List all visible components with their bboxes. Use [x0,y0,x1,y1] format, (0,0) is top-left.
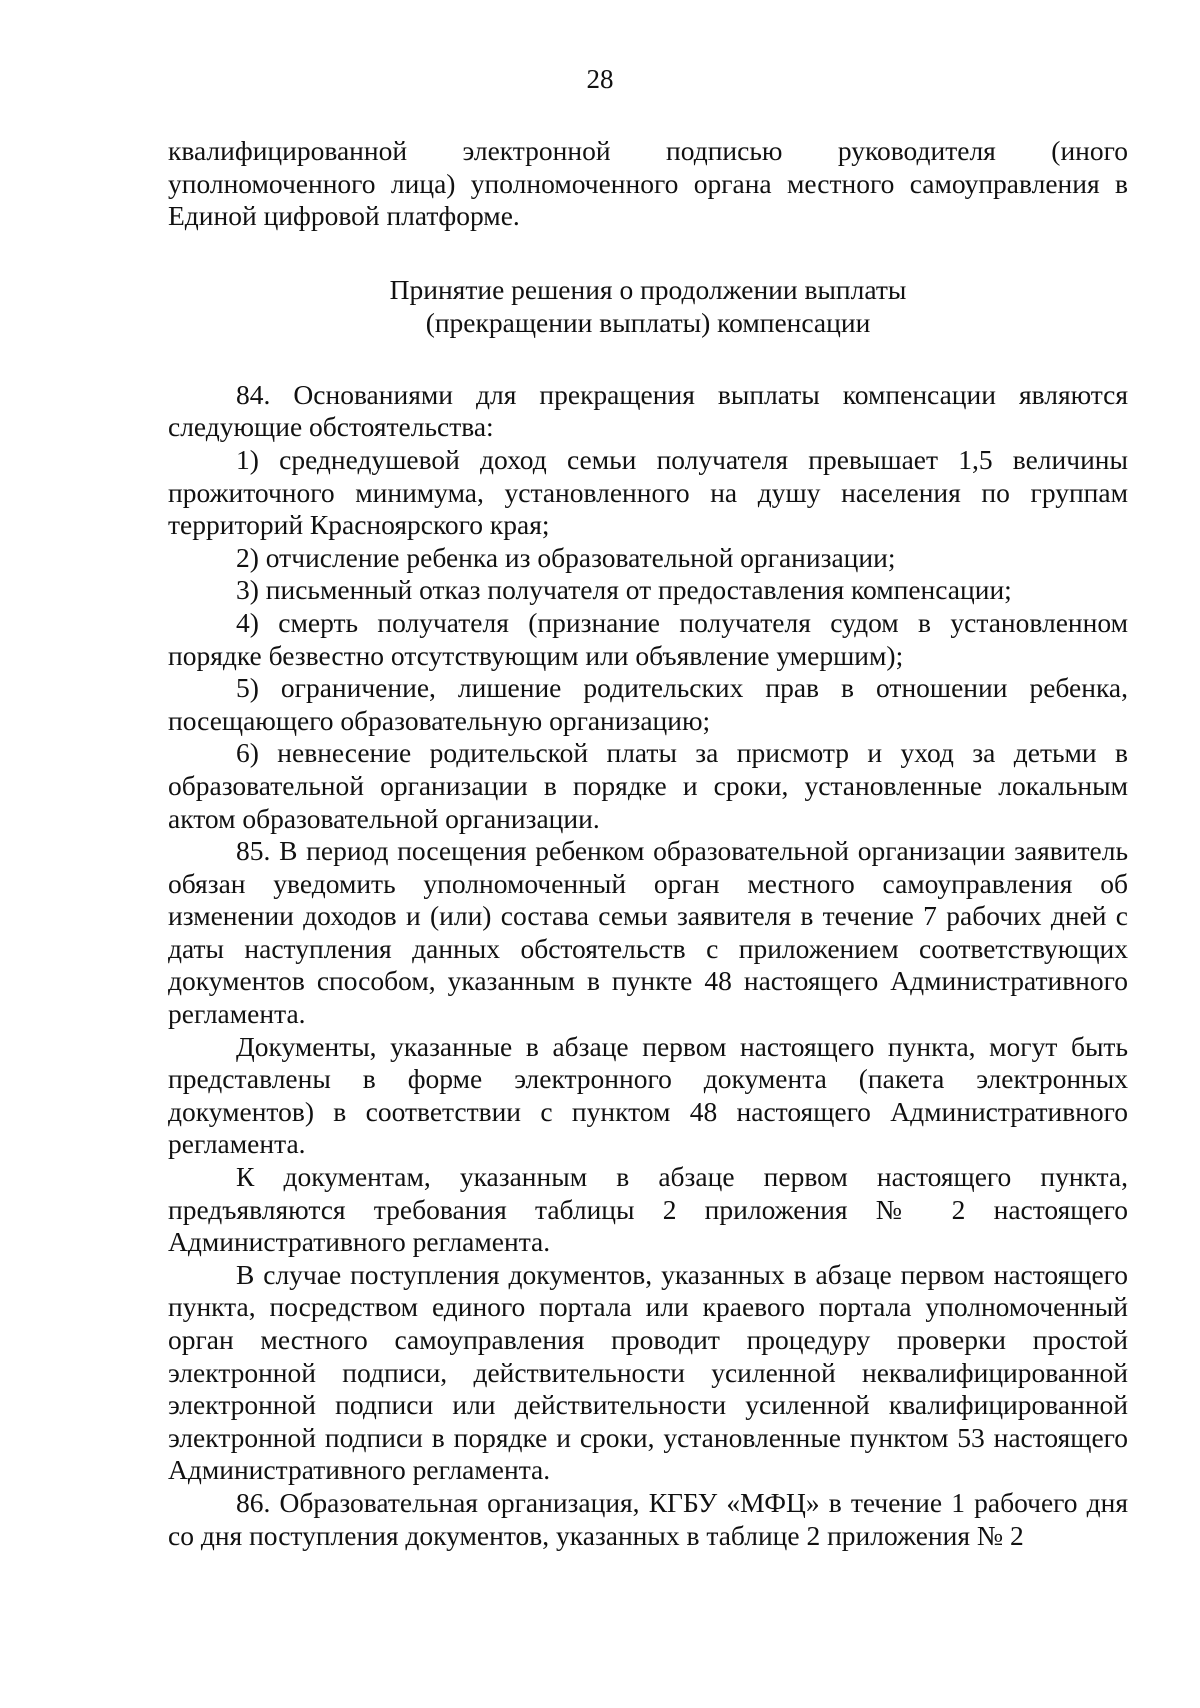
list-item-6: 6) невнесение родительской платы за присмотр и уход за детьми в образовательной организации в порядке и сроки, установленные локальным актом образовательной организации. [168,737,1128,834]
section-heading-line-2: (прекращении выплаты) компенсации [425,306,871,338]
list-item-2: 2) отчисление ребенка из образовательной организации; [236,541,896,573]
document-body [168,135,1128,1552]
paragraph-85-documents: Документы, указанные в абзаце первом настоящего пункта, могут быть представлены в форме электронного документа (пакета электронных документов) в соответствии с пунктом 48 настоящего Административного регламента. [168,1030,1128,1160]
paragraph-85-requirements: К документам, указанным в абзаце первом настоящего пункта, предъявляются требования таблицы 2 приложения № 2 настоящего Административного регламента. [168,1161,1128,1258]
intro-paragraph: квалифицированной электронной подписью руководителя (иного уполномоченного лица) уполномоченного органа местного самоуправления в Единой цифровой платформе. [168,135,1128,232]
section-heading-line-1: Принятие решения о продолжении выплаты [389,273,907,305]
list-item-4: 4) смерть получателя (признание получателя судом в установленном порядке безвестно отсутствующим или объявление умершим); [168,606,1128,671]
paragraph-85-signature-check: В случае поступления документов, указанных в абзаце первом настоящего пункта, посредством единого портала или краевого портала уполномоченный орган местного самоуправления проводит процедуру проверки простой электронной подписи, действительности усиленной неквалифицированной электронной подписи или действительности усиленной квалифицированной электронной подписи в порядке и сроки, установленные пунктом 53 настоящего Административного регламента. [168,1258,1128,1486]
paragraph-85: 85. В период посещения ребенком образовательной организации заявитель обязан уведомить уполномоченный орган местного самоуправления об изменении доходов и (или) состава семьи заявителя в течение 7 рабочих дней с даты наступления данных обстоятельств с приложением соответствующих документов способом, указанным в пункте 48 настоящего Административного регламента. [168,835,1128,1030]
section-heading [168,273,1128,339]
page-number: 28 [586,64,614,94]
list-item-1: 1) среднедушевой доход семьи получателя превышает 1,5 величины прожиточного минимума, установленного на душу населения по группам территорий Красноярского края; [168,443,1128,541]
list-item-5: 5) ограничение, лишение родительских прав в отношении ребенка, посещающего образовательную организацию; [168,672,1128,736]
paragraph-86: 86. Образовательная организация, КГБУ «МФЦ» в течение 1 рабочего дня со дня поступления документов, указанных в таблице 2 приложения № 2 [168,1486,1128,1551]
list-item-3: 3) письменный отказ получателя от предоставления компенсации; [236,574,1012,606]
paragraph-84: 84. Основаниями для прекращения выплаты компенсации являются следующие обстоятельства: [168,378,1128,443]
